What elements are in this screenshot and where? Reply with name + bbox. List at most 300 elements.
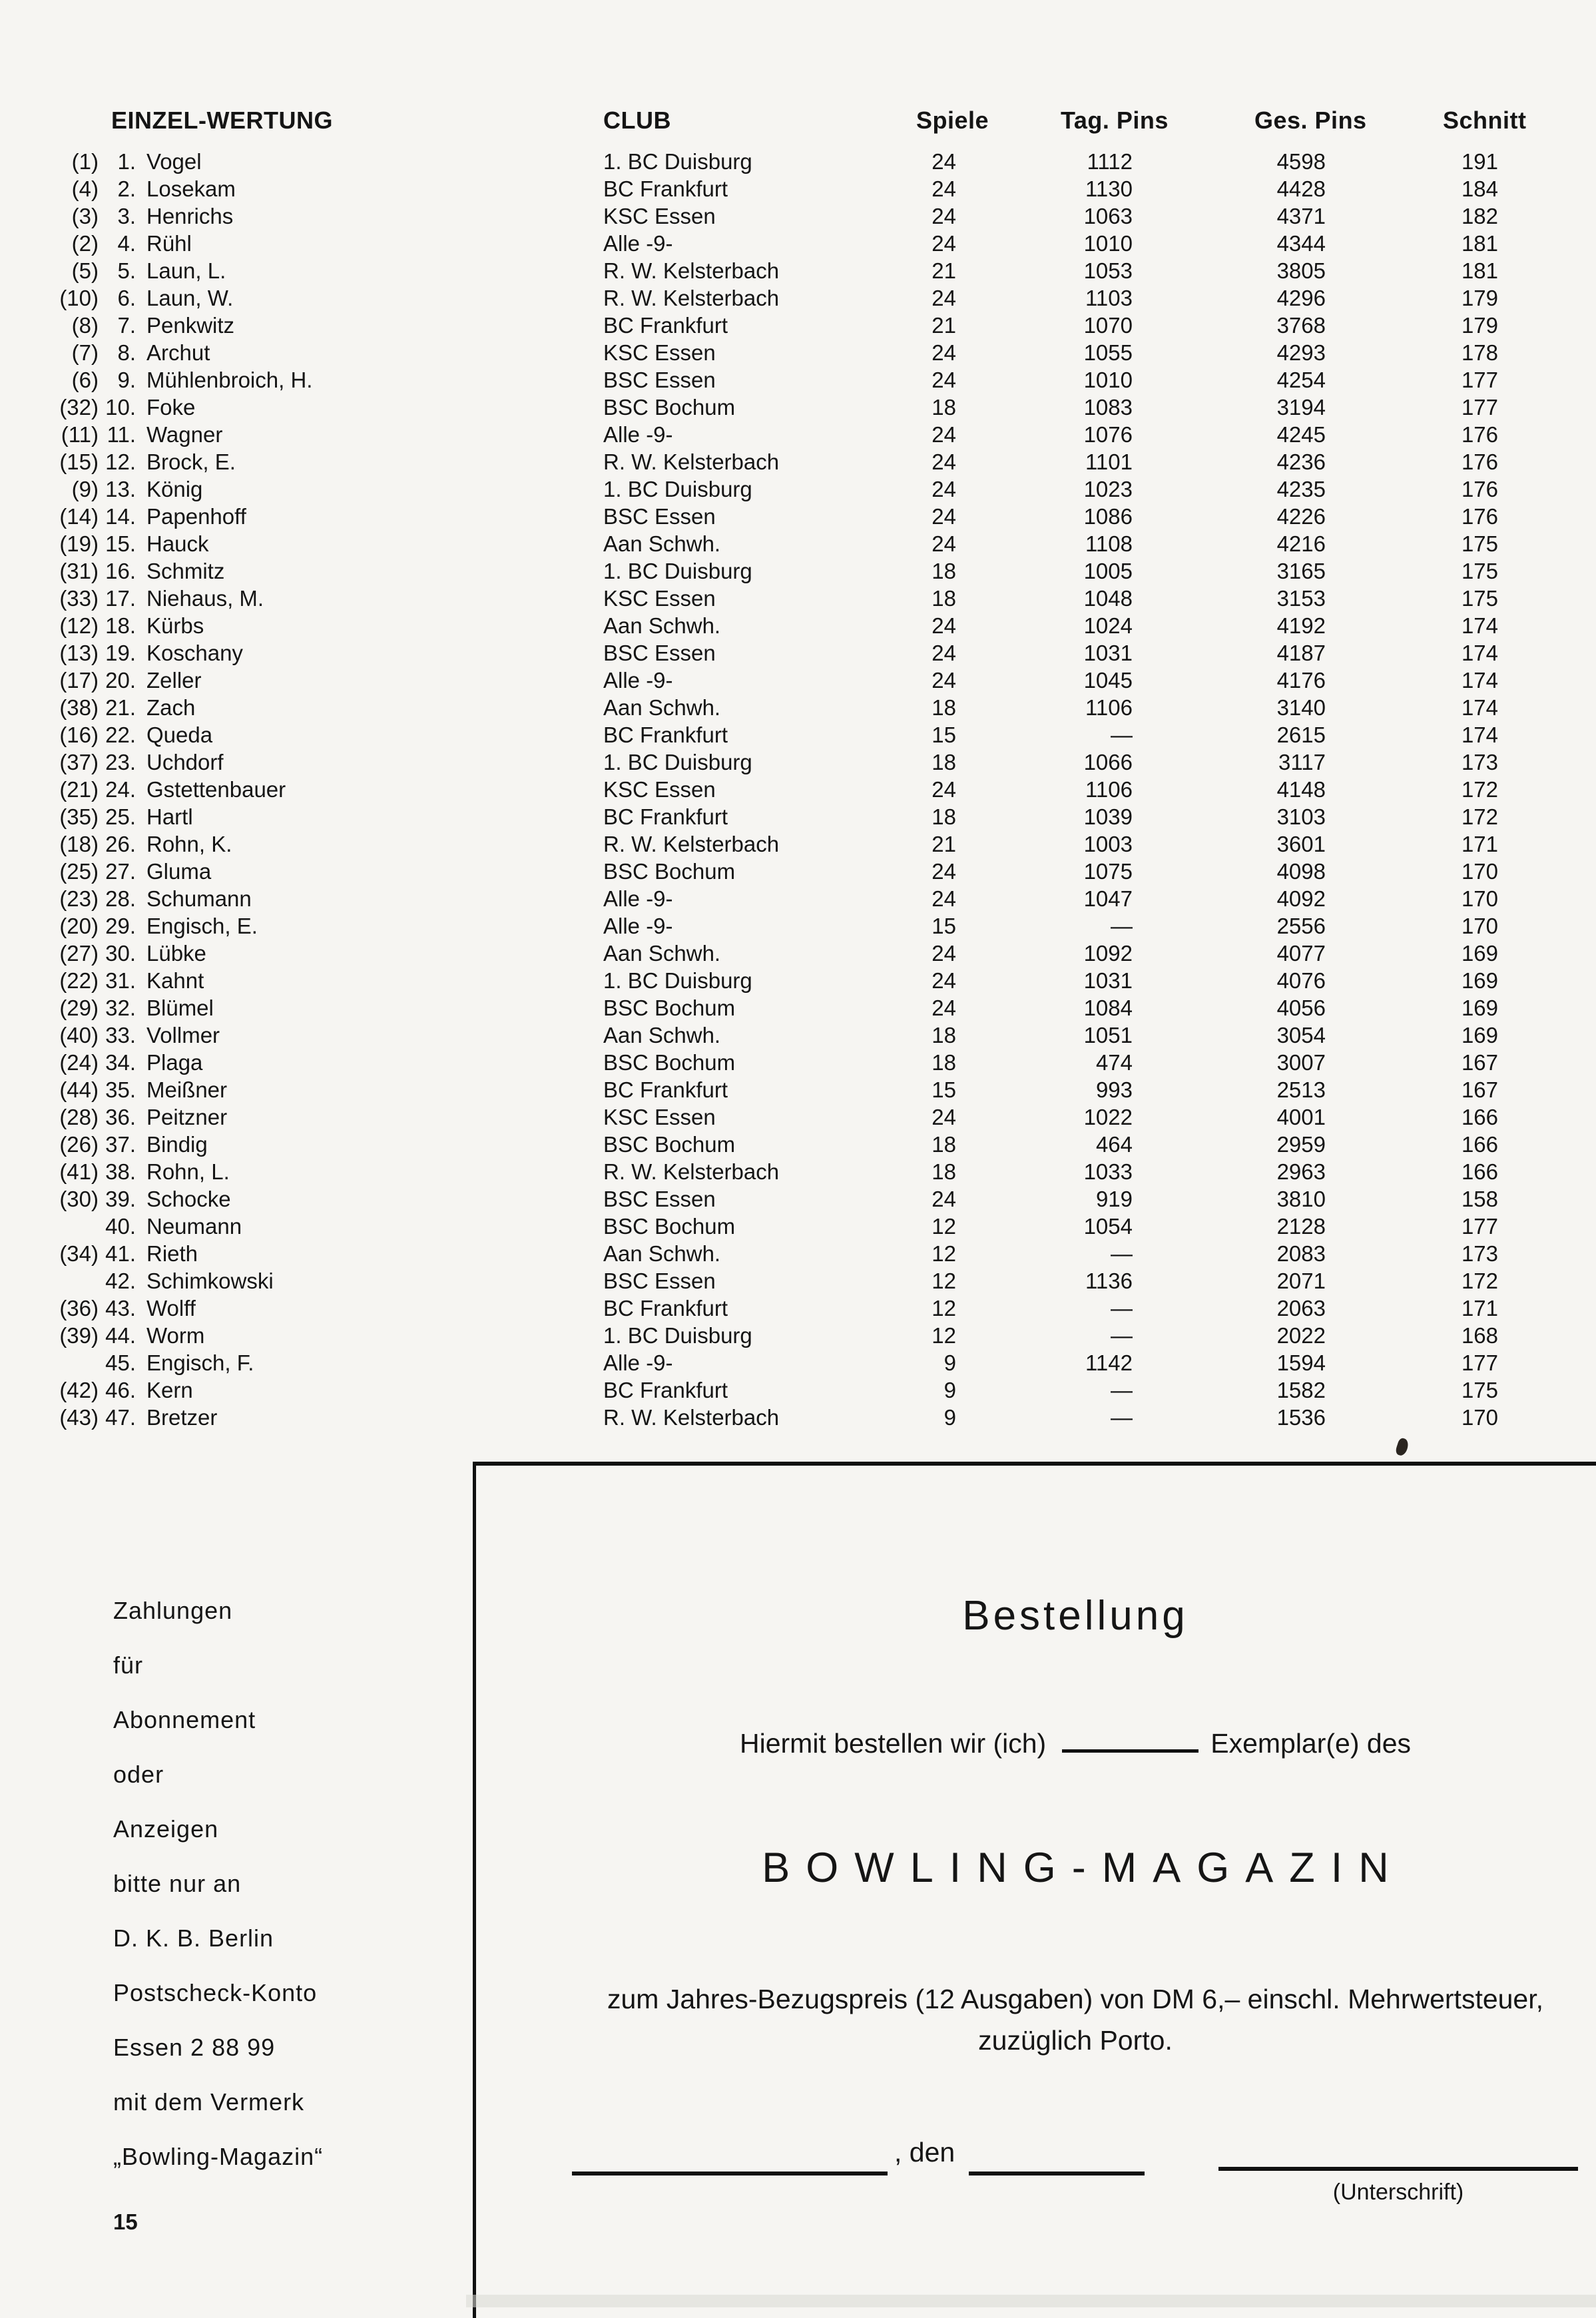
cell-player-name: Rühl (146, 231, 192, 256)
cell-club: 1. BC Duisburg (603, 1323, 752, 1348)
table-row (53, 776, 1518, 803)
cell-spiele: 24 (931, 504, 956, 529)
table-row (53, 557, 1518, 585)
cell-schnitt: 169 (1461, 968, 1498, 993)
cell-club: 1. BC Duisburg (603, 477, 752, 501)
cell-ges-pins: 2128 (1276, 1214, 1326, 1239)
cell-rank: 21. (105, 695, 136, 720)
table-row (53, 394, 1518, 421)
cell-ges-pins: 4187 (1276, 641, 1326, 665)
cell-rank: 1. (117, 149, 136, 174)
cell-previous-rank: (33) (59, 586, 99, 611)
cell-tag-pins: 1023 (1083, 477, 1133, 501)
cell-schnitt: 168 (1461, 1323, 1498, 1348)
cell-tag-pins: — (1111, 1378, 1133, 1402)
cell-rank: 45. (105, 1350, 136, 1375)
table-row (53, 1076, 1518, 1103)
cell-spiele: 24 (931, 668, 956, 693)
cell-club: BSC Bochum (603, 1214, 736, 1239)
cell-schnitt: 170 (1461, 914, 1498, 938)
cell-spiele: 24 (931, 231, 956, 256)
cell-spiele: 24 (931, 613, 956, 638)
place-blank-line[interactable] (572, 2172, 888, 2175)
cell-previous-rank: (39) (59, 1323, 99, 1348)
cell-tag-pins: 1031 (1083, 641, 1133, 665)
cell-spiele: 18 (931, 586, 956, 611)
cell-rank: 24. (105, 777, 136, 802)
cell-tag-pins: 1086 (1083, 504, 1133, 529)
cell-ges-pins: 3103 (1276, 804, 1326, 829)
cell-schnitt: 181 (1461, 231, 1498, 256)
cell-ges-pins: 4428 (1276, 176, 1326, 201)
table-row (53, 148, 1518, 175)
cell-previous-rank: (17) (59, 668, 99, 693)
cell-rank: 41. (105, 1241, 136, 1266)
cell-ges-pins: 4148 (1276, 777, 1326, 802)
cell-previous-rank: (26) (59, 1132, 99, 1157)
cell-rank: 44. (105, 1323, 136, 1348)
cell-tag-pins: 1005 (1083, 559, 1133, 583)
order-quantity-label-after: Exemplar(e) des (1210, 1728, 1411, 1759)
cell-rank: 4. (117, 231, 136, 256)
cell-previous-rank: (22) (59, 968, 99, 993)
cell-club: BC Frankfurt (603, 313, 728, 338)
cell-schnitt: 179 (1461, 313, 1498, 338)
cell-spiele: 18 (931, 695, 956, 720)
table-row (53, 830, 1518, 858)
cell-player-name: Archut (146, 340, 210, 365)
cell-previous-rank: (3) (71, 204, 99, 228)
cell-club: KSC Essen (603, 777, 716, 802)
cell-schnitt: 167 (1461, 1077, 1498, 1102)
cell-previous-rank: (8) (71, 313, 99, 338)
cell-club: 1. BC Duisburg (603, 149, 752, 174)
cell-spiele: 12 (931, 1214, 956, 1239)
cell-rank: 12. (105, 449, 136, 474)
cell-club: Alle -9- (603, 422, 673, 447)
cell-tag-pins: 1024 (1083, 613, 1133, 638)
cell-tag-pins: — (1111, 1241, 1133, 1266)
cell-spiele: 18 (931, 1132, 956, 1157)
cell-club: R. W. Kelsterbach (603, 1405, 780, 1430)
cell-schnitt: 166 (1461, 1132, 1498, 1157)
cell-club: BSC Bochum (603, 395, 736, 420)
table-row (53, 230, 1518, 257)
cell-spiele: 24 (931, 204, 956, 228)
table-row (53, 885, 1518, 912)
cell-rank: 9. (117, 368, 136, 392)
cell-rank: 17. (105, 586, 136, 611)
cell-spiele: 18 (931, 559, 956, 583)
cell-rank: 46. (105, 1378, 136, 1402)
cell-ges-pins: 3054 (1276, 1023, 1326, 1047)
cell-rank: 20. (105, 668, 136, 693)
cell-previous-rank: (6) (71, 368, 99, 392)
cell-player-name: Kahnt (146, 968, 204, 993)
cell-club: BSC Essen (603, 1187, 716, 1211)
cell-spiele: 12 (931, 1296, 956, 1320)
cell-ges-pins: 2083 (1276, 1241, 1326, 1266)
cell-schnitt: 169 (1461, 996, 1498, 1020)
cell-previous-rank: (11) (61, 422, 99, 447)
order-form-title: Bestellung (962, 1593, 1189, 1639)
cell-schnitt: 179 (1461, 286, 1498, 310)
cell-player-name: Schimkowski (146, 1269, 274, 1293)
payment-notice-line: Abonnement (113, 1706, 256, 1733)
cell-schnitt: 176 (1461, 504, 1498, 529)
cell-schnitt: 172 (1461, 777, 1498, 802)
cell-player-name: Bretzer (146, 1405, 218, 1430)
cell-player-name: Kern (146, 1378, 193, 1402)
price-text (476, 1978, 1596, 2061)
date-label: , den (894, 2137, 955, 2168)
cell-previous-rank (53, 1349, 99, 1376)
cell-player-name: Schumann (146, 886, 252, 911)
cell-spiele: 12 (931, 1269, 956, 1293)
cell-player-name: Laun, L. (146, 258, 226, 283)
cell-tag-pins: 1010 (1083, 231, 1133, 256)
cell-ges-pins: 2063 (1276, 1296, 1326, 1320)
table-row (53, 421, 1518, 448)
cell-previous-rank: (40) (59, 1023, 99, 1047)
order-form-box (473, 1462, 1596, 2318)
payment-notice-line: D. K. B. Berlin (113, 1924, 274, 1952)
cell-player-name: Koschany (146, 641, 243, 665)
cell-club: BC Frankfurt (603, 1296, 728, 1320)
cell-tag-pins: 1070 (1083, 313, 1133, 338)
table-row (53, 667, 1518, 694)
cell-ges-pins: 4226 (1276, 504, 1326, 529)
cell-spiele: 24 (931, 340, 956, 365)
cell-previous-rank: (7) (71, 340, 99, 365)
cell-club: BC Frankfurt (603, 176, 728, 201)
column-header-spiele: Spiele (916, 107, 989, 134)
cell-ges-pins: 3768 (1276, 313, 1326, 338)
table-row (53, 1267, 1518, 1295)
cell-previous-rank: (37) (59, 750, 99, 774)
cell-ges-pins: 4192 (1276, 613, 1326, 638)
cell-ges-pins: 4235 (1276, 477, 1326, 501)
cell-schnitt: 175 (1461, 586, 1498, 611)
table-row (53, 994, 1518, 1021)
cell-player-name: Mühlenbroich, H. (146, 368, 313, 392)
cell-player-name: Queda (146, 723, 213, 747)
cell-schnitt: 172 (1461, 804, 1498, 829)
cell-rank: 35. (105, 1077, 136, 1102)
cell-tag-pins: 1106 (1085, 777, 1133, 802)
cell-spiele: 9 (943, 1405, 956, 1430)
cell-club: KSC Essen (603, 340, 716, 365)
column-header-ges-pins: Ges. Pins (1254, 107, 1367, 134)
cell-previous-rank: (32) (59, 395, 99, 420)
cell-previous-rank: (23) (59, 886, 99, 911)
cell-tag-pins: 474 (1095, 1050, 1133, 1075)
cell-previous-rank: (35) (59, 804, 99, 829)
table-row (53, 1021, 1518, 1049)
payment-notice-line: Essen 2 88 99 (113, 2034, 276, 2061)
cell-club: BSC Essen (603, 1269, 716, 1293)
cell-player-name: Lübke (146, 941, 206, 966)
cell-spiele: 24 (931, 422, 956, 447)
cell-player-name: Wagner (146, 422, 223, 447)
cell-schnitt: 171 (1461, 1296, 1498, 1320)
cell-club: BSC Bochum (603, 1132, 736, 1157)
cell-club: BC Frankfurt (603, 1077, 728, 1102)
cell-schnitt: 184 (1461, 176, 1498, 201)
cell-spiele: 24 (931, 531, 956, 556)
cell-schnitt: 169 (1461, 1023, 1498, 1047)
payment-notice-line: für (113, 1651, 144, 1679)
cell-ges-pins: 4077 (1276, 941, 1326, 966)
cell-ges-pins: 1582 (1276, 1378, 1326, 1402)
cell-previous-rank: (13) (59, 641, 99, 665)
cell-club: BSC Essen (603, 504, 716, 529)
cell-ges-pins: 2963 (1276, 1159, 1326, 1184)
cell-tag-pins: 1047 (1083, 886, 1133, 911)
cell-club: BSC Bochum (603, 996, 736, 1020)
cell-schnitt: 158 (1461, 1187, 1498, 1211)
cell-player-name: Plaga (146, 1050, 203, 1075)
cell-previous-rank: (18) (59, 832, 99, 856)
cell-club: Alle -9- (603, 1350, 673, 1375)
cell-previous-rank: (19) (59, 531, 99, 556)
cell-spiele: 18 (931, 750, 956, 774)
cell-player-name: Penkwitz (146, 313, 235, 338)
cell-tag-pins: 1136 (1085, 1269, 1133, 1293)
cell-player-name: Rohn, L. (146, 1159, 230, 1184)
cell-club: Alle -9- (603, 231, 673, 256)
cell-player-name: König (146, 477, 203, 501)
price-line-2: zuzüglich Porto. (978, 2025, 1173, 2056)
cell-spiele: 24 (931, 1187, 956, 1211)
cell-schnitt: 176 (1461, 477, 1498, 501)
cell-tag-pins: 1063 (1083, 204, 1133, 228)
cell-tag-pins: 1054 (1083, 1214, 1133, 1239)
signature-blank-line[interactable] (1218, 2167, 1578, 2171)
cell-player-name: Papenhoff (146, 504, 246, 529)
cell-previous-rank: (2) (71, 231, 99, 256)
cell-previous-rank: (16) (59, 723, 99, 747)
table-row (53, 475, 1518, 503)
table-row (53, 612, 1518, 639)
table-row (53, 585, 1518, 612)
cell-spiele: 24 (931, 777, 956, 802)
cell-spiele: 24 (931, 286, 956, 310)
cell-tag-pins: 464 (1095, 1132, 1133, 1157)
table-row (53, 366, 1518, 394)
table-row (53, 1049, 1518, 1076)
cell-tag-pins: 1048 (1083, 586, 1133, 611)
table-row (53, 448, 1518, 475)
cell-previous-rank: (36) (59, 1296, 99, 1320)
cell-ges-pins: 2615 (1276, 723, 1326, 747)
cell-rank: 39. (105, 1187, 136, 1211)
cell-ges-pins: 1594 (1276, 1350, 1326, 1375)
cell-ges-pins: 4176 (1276, 668, 1326, 693)
table-header-row (53, 107, 1527, 134)
cell-previous-rank: (43) (59, 1405, 99, 1430)
cell-tag-pins: — (1111, 1405, 1133, 1430)
cell-player-name: Schocke (146, 1187, 231, 1211)
cell-player-name: Worm (146, 1323, 205, 1348)
cell-player-name: Laun, W. (146, 286, 234, 310)
cell-rank: 37. (105, 1132, 136, 1157)
cell-schnitt: 178 (1461, 340, 1498, 365)
cell-ges-pins: 3117 (1278, 750, 1326, 774)
cell-spiele: 21 (931, 832, 956, 856)
cell-previous-rank: (5) (71, 258, 99, 283)
cell-spiele: 15 (931, 723, 956, 747)
table-row (53, 803, 1518, 830)
cell-tag-pins: 1106 (1085, 695, 1133, 720)
cell-ges-pins: 4296 (1276, 286, 1326, 310)
page-number: 15 (113, 2209, 138, 2234)
cell-rank: 6. (117, 286, 136, 310)
cell-ges-pins: 2959 (1276, 1132, 1326, 1157)
cell-tag-pins: 1112 (1087, 149, 1133, 174)
cell-rank: 7. (117, 313, 136, 338)
cell-previous-rank: (34) (59, 1241, 99, 1266)
table-row (53, 858, 1518, 885)
cell-club: KSC Essen (603, 1105, 716, 1129)
cell-player-name: Brock, E. (146, 449, 236, 474)
cell-player-name: Vogel (146, 149, 202, 174)
cell-tag-pins: — (1111, 1296, 1133, 1320)
cell-player-name: Vollmer (146, 1023, 220, 1047)
order-quantity-line (476, 1724, 1596, 1759)
cell-rank: 13. (105, 477, 136, 501)
payment-notice-line: Anzeigen (113, 1815, 219, 1843)
payment-notice-line: oder (113, 1761, 164, 1788)
cell-schnitt: 176 (1461, 449, 1498, 474)
cell-player-name: Engisch, E. (146, 914, 258, 938)
cell-club: BC Frankfurt (603, 1378, 728, 1402)
cell-schnitt: 176 (1461, 422, 1498, 447)
cell-club: R. W. Kelsterbach (603, 1159, 780, 1184)
cell-club: BSC Essen (603, 641, 716, 665)
cell-spiele: 21 (931, 313, 956, 338)
table-row (53, 721, 1518, 748)
quantity-blank-line[interactable] (1062, 1724, 1198, 1753)
cell-player-name: Hauck (146, 531, 209, 556)
cell-schnitt: 166 (1461, 1105, 1498, 1129)
cell-previous-rank: (4) (71, 176, 99, 201)
table-row (53, 1185, 1518, 1213)
cell-player-name: Peitzner (146, 1105, 228, 1129)
cell-tag-pins: 1051 (1083, 1023, 1133, 1047)
cell-schnitt: 177 (1461, 1214, 1498, 1239)
cell-tag-pins: 1084 (1083, 996, 1133, 1020)
cell-player-name: Kürbs (146, 613, 204, 638)
ink-blob-artifact (1394, 1437, 1410, 1457)
cell-previous-rank: (14) (59, 504, 99, 529)
table-row (53, 1404, 1518, 1431)
ranking-table (53, 107, 1527, 1431)
table-row (53, 639, 1518, 667)
cell-player-name: Zeller (146, 668, 202, 693)
cell-club: BC Frankfurt (603, 804, 728, 829)
cell-previous-rank: (1) (71, 149, 99, 174)
cell-ges-pins: 3601 (1276, 832, 1326, 856)
cell-rank: 40. (105, 1214, 136, 1239)
cell-rank: 31. (105, 968, 136, 993)
cell-previous-rank: (31) (59, 559, 99, 583)
payment-notice (113, 1584, 323, 2184)
cell-rank: 36. (105, 1105, 136, 1129)
cell-schnitt: 172 (1461, 1269, 1498, 1293)
cell-schnitt: 175 (1461, 559, 1498, 583)
table-row (53, 257, 1518, 284)
cell-club: Alle -9- (603, 914, 673, 938)
cell-rank: 43. (105, 1296, 136, 1320)
cell-ges-pins: 4098 (1276, 859, 1326, 884)
cell-rank: 10. (105, 395, 136, 420)
cell-spiele: 24 (931, 477, 956, 501)
cell-club: Aan Schwh. (603, 941, 721, 966)
cell-club: BC Frankfurt (603, 723, 728, 747)
cell-tag-pins: 1103 (1085, 286, 1133, 310)
table-row (53, 339, 1518, 366)
cell-player-name: Zach (146, 695, 196, 720)
cell-ges-pins: 4216 (1276, 531, 1326, 556)
cell-ges-pins: 3007 (1276, 1050, 1326, 1075)
cell-club: R. W. Kelsterbach (603, 286, 780, 310)
cell-player-name: Hartl (146, 804, 193, 829)
cell-schnitt: 181 (1461, 258, 1498, 283)
cell-previous-rank: (24) (59, 1050, 99, 1075)
payment-notice-line: Postscheck-Konto (113, 1979, 318, 2006)
magazine-title: BOWLING-MAGAZIN (762, 1845, 1405, 1891)
cell-schnitt: 173 (1461, 750, 1498, 774)
table-row (53, 1376, 1518, 1404)
cell-spiele: 9 (943, 1350, 956, 1375)
cell-ges-pins: 4056 (1276, 996, 1326, 1020)
table-row (53, 175, 1518, 202)
cell-schnitt: 175 (1461, 1378, 1498, 1402)
cell-club: Aan Schwh. (603, 531, 721, 556)
cell-club: R. W. Kelsterbach (603, 449, 780, 474)
cell-club: Alle -9- (603, 886, 673, 911)
cell-ges-pins: 4076 (1276, 968, 1326, 993)
date-blank-line[interactable] (969, 2172, 1145, 2175)
cell-previous-rank: (20) (59, 914, 99, 938)
cell-ges-pins: 3153 (1276, 586, 1326, 611)
cell-tag-pins: 1039 (1083, 804, 1133, 829)
table-row (53, 530, 1518, 557)
cell-rank: 19. (105, 641, 136, 665)
cell-player-name: Wolff (146, 1296, 196, 1320)
cell-previous-rank: (12) (59, 613, 99, 638)
table-row (53, 1131, 1518, 1158)
cell-tag-pins: 1033 (1083, 1159, 1133, 1184)
table-row (53, 694, 1518, 721)
cell-ges-pins: 3805 (1276, 258, 1326, 283)
cell-rank: 28. (105, 886, 136, 911)
cell-tag-pins: 1031 (1083, 968, 1133, 993)
cell-player-name: Neumann (146, 1214, 242, 1239)
cell-player-name: Schmitz (146, 559, 225, 583)
cell-spiele: 24 (931, 968, 956, 993)
cell-rank: 30. (105, 941, 136, 966)
cell-tag-pins: 1076 (1083, 422, 1133, 447)
table-row (53, 1213, 1518, 1240)
cell-spiele: 24 (931, 176, 956, 201)
cell-schnitt: 175 (1461, 531, 1498, 556)
cell-rank: 2. (117, 176, 136, 201)
cell-rank: 25. (105, 804, 136, 829)
cell-tag-pins: — (1111, 914, 1133, 938)
cell-tag-pins: 1022 (1083, 1105, 1133, 1129)
